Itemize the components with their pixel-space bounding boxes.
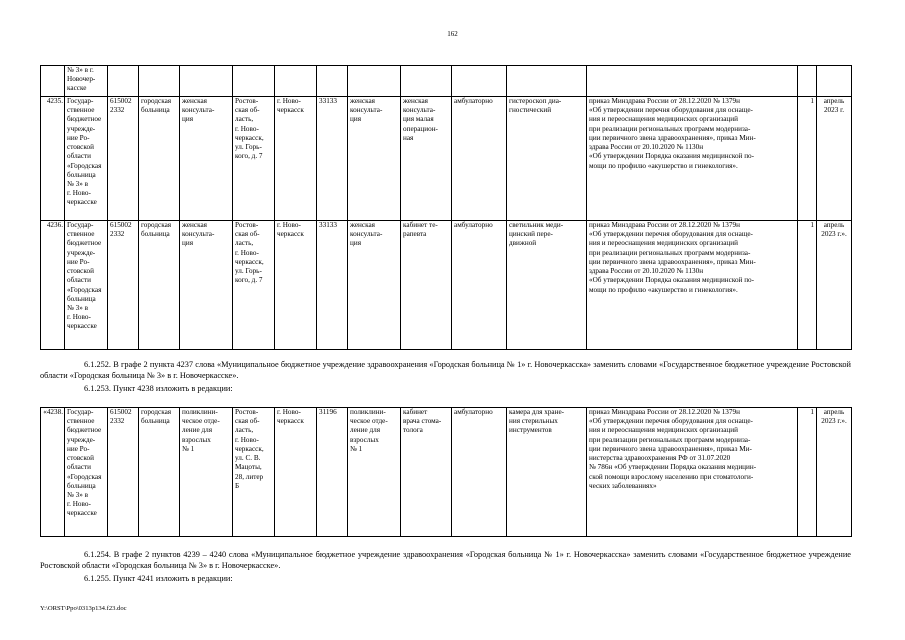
care-cell: амбулаторно: [452, 408, 507, 537]
address-cell: Ростов- ская об- ласть, г. Ново- черкасск, ул. Горь- кого, д. 7: [233, 97, 275, 221]
address-cell: Ростов- ская об- ласть, г. Ново- черкасск, ул. С. В. Мацоты, 28, литер Б: [233, 408, 275, 537]
paragraph-6-1-254: 6.1.254. В графе 2 пунктов 4239 – 4240 слова «Муниципальное бюджетное учреждение здравоохранения «Городская больница № 1» г. Новочеркасска» заменить словами «Государственное бюджетное учреждение Ростовской области «Городская больница № 3» в г. Новочеркасске».: [40, 550, 851, 571]
unit-cell: поликлини- ческое отде- ление для взрослых № 1: [180, 408, 233, 537]
equipment-cell: камера для хране- ния стерильных инструментов: [507, 408, 587, 537]
equipment-table-2: [40, 407, 852, 537]
subunit-cell: поликлини- ческое отде- ление для взрослых № 1: [348, 408, 401, 537]
table-row-continuation: [41, 66, 852, 97]
institution-cell: Государ- ственное бюджетное учрежде- ние Ро- стовской области «Городская больница № 3» в г. Ново- черкасске: [65, 221, 108, 350]
city-cell: г. Ново- черкасск: [275, 221, 317, 350]
type-cell: городская больница: [139, 408, 180, 537]
city-cell: г. Ново- черкасск: [275, 408, 317, 537]
equipment-cell: светильник меди- цинский пере- движной: [507, 221, 587, 350]
okato-cell: 33133: [317, 97, 348, 221]
subunit-cell: женская консульта- ция: [348, 221, 401, 350]
care-cell: амбулаторно: [452, 221, 507, 350]
table-row: [41, 221, 852, 350]
institution-cell: № 3» в г. Новочер- касске: [65, 66, 108, 97]
page-number: 162: [447, 30, 458, 38]
date-cell: апрель 2023 г.: [817, 97, 852, 221]
code-cell: 615002 2332: [108, 221, 139, 350]
type-cell: городская больница: [139, 221, 180, 350]
room-cell: кабинет врача стома- толога: [401, 408, 452, 537]
okato-cell: 33133: [317, 221, 348, 350]
document-path-footer: Y:\ORST\Ppo\0313p134.f23.doc: [40, 605, 127, 612]
care-cell: амбулаторно: [452, 97, 507, 221]
table-row: [41, 97, 852, 221]
unit-cell: женская консульта- ция: [180, 221, 233, 350]
code-cell: 615002 2332: [108, 97, 139, 221]
row-number: «4238.: [41, 408, 65, 537]
okato-cell: 31196: [317, 408, 348, 537]
unit-cell: женская консульта- ция: [180, 97, 233, 221]
type-cell: городская больница: [139, 97, 180, 221]
basis-cell: приказ Минздрава России от 28.12.2020 № 1379н «Об утверждении перечня оборудования для оснаще- ния и переоснащения медицинских организаций при реализации региональных программ модерниза- ции первичного звена здравоохранения», приказ Мин- здрава России от 20.10.2020 № 1130н «Об утверждении Порядка оказания медицинской по- мощи по профилю «акушерство и гинекология».: [587, 97, 798, 221]
quantity-cell: 1: [798, 221, 817, 350]
institution-cell: Государ- ственное бюджетное учрежде- ние Ро- стовской области «Городская больница № 3» в г. Ново- черкасске: [65, 408, 108, 537]
subunit-cell: женская консульта- ция: [348, 97, 401, 221]
equipment-table-1: [40, 65, 852, 350]
room-cell: кабинет те- рапевта: [401, 221, 452, 350]
city-cell: г. Ново- черкасск: [275, 97, 317, 221]
equipment-cell: гистероскоп диа- гностический: [507, 97, 587, 221]
code-cell: 615002 2332: [108, 408, 139, 537]
date-cell: апрель 2023 г.».: [817, 221, 852, 350]
institution-cell: Государ- ственное бюджетное учрежде- ние Ро- стовской области «Городская больница № 3» в г. Ново- черкасске: [65, 97, 108, 221]
row-number: 4236.: [41, 221, 65, 350]
paragraph-6-1-253: 6.1.253. Пункт 4238 изложить в редакции:: [84, 384, 233, 393]
basis-cell: приказ Минздрава России от 28.12.2020 № 1379н «Об утверждении перечня оборудования для оснаще- ния и переоснащения медицинских организаций при реализации региональных программ модерниза- ции первичного звена здравоохранения», приказ Ми- нистерства здравоохранения РФ от 31.07.2020 № 786н «Об утверждении Порядка оказания медицин- ской помощи взрослому населению при стоматологи- ческих заболеваниях»: [587, 408, 798, 537]
quantity-cell: 1: [798, 408, 817, 537]
paragraph-6-1-252: 6.1.252. В графе 2 пункта 4237 слова «Муниципальное бюджетное учреждение здравоохранения «Городская больница № 1» г. Новочеркасска» заменить словами «Государственное бюджетное учреждение Ростовской области «Городская больница № 3» в г. Новочеркасске».: [40, 360, 851, 381]
date-cell: апрель 2023 г.».: [817, 408, 852, 537]
basis-cell: приказ Минздрава России от 28.12.2020 № 1379н «Об утверждении перечня оборудования для оснаще- ния и переоснащения медицинских организаций при реализации региональных программ модерниза- ции первичного звена здравоохранения», приказ Мин- здрава России от 20.10.2020 № 1130н «Об утверждении Порядка оказания медицинской по- мощи по профилю «акушерство и гинекология».: [587, 221, 798, 350]
room-cell: женская консульта- ция малая операцион- ная: [401, 97, 452, 221]
address-cell: Ростов- ская об- ласть, г. Ново- черкасск, ул. Горь- кого, д. 7: [233, 221, 275, 350]
row-number: 4235.: [41, 97, 65, 221]
paragraph-6-1-255: 6.1.255. Пункт 4241 изложить в редакции:: [84, 574, 233, 583]
quantity-cell: 1: [798, 97, 817, 221]
table-row: [41, 408, 852, 537]
